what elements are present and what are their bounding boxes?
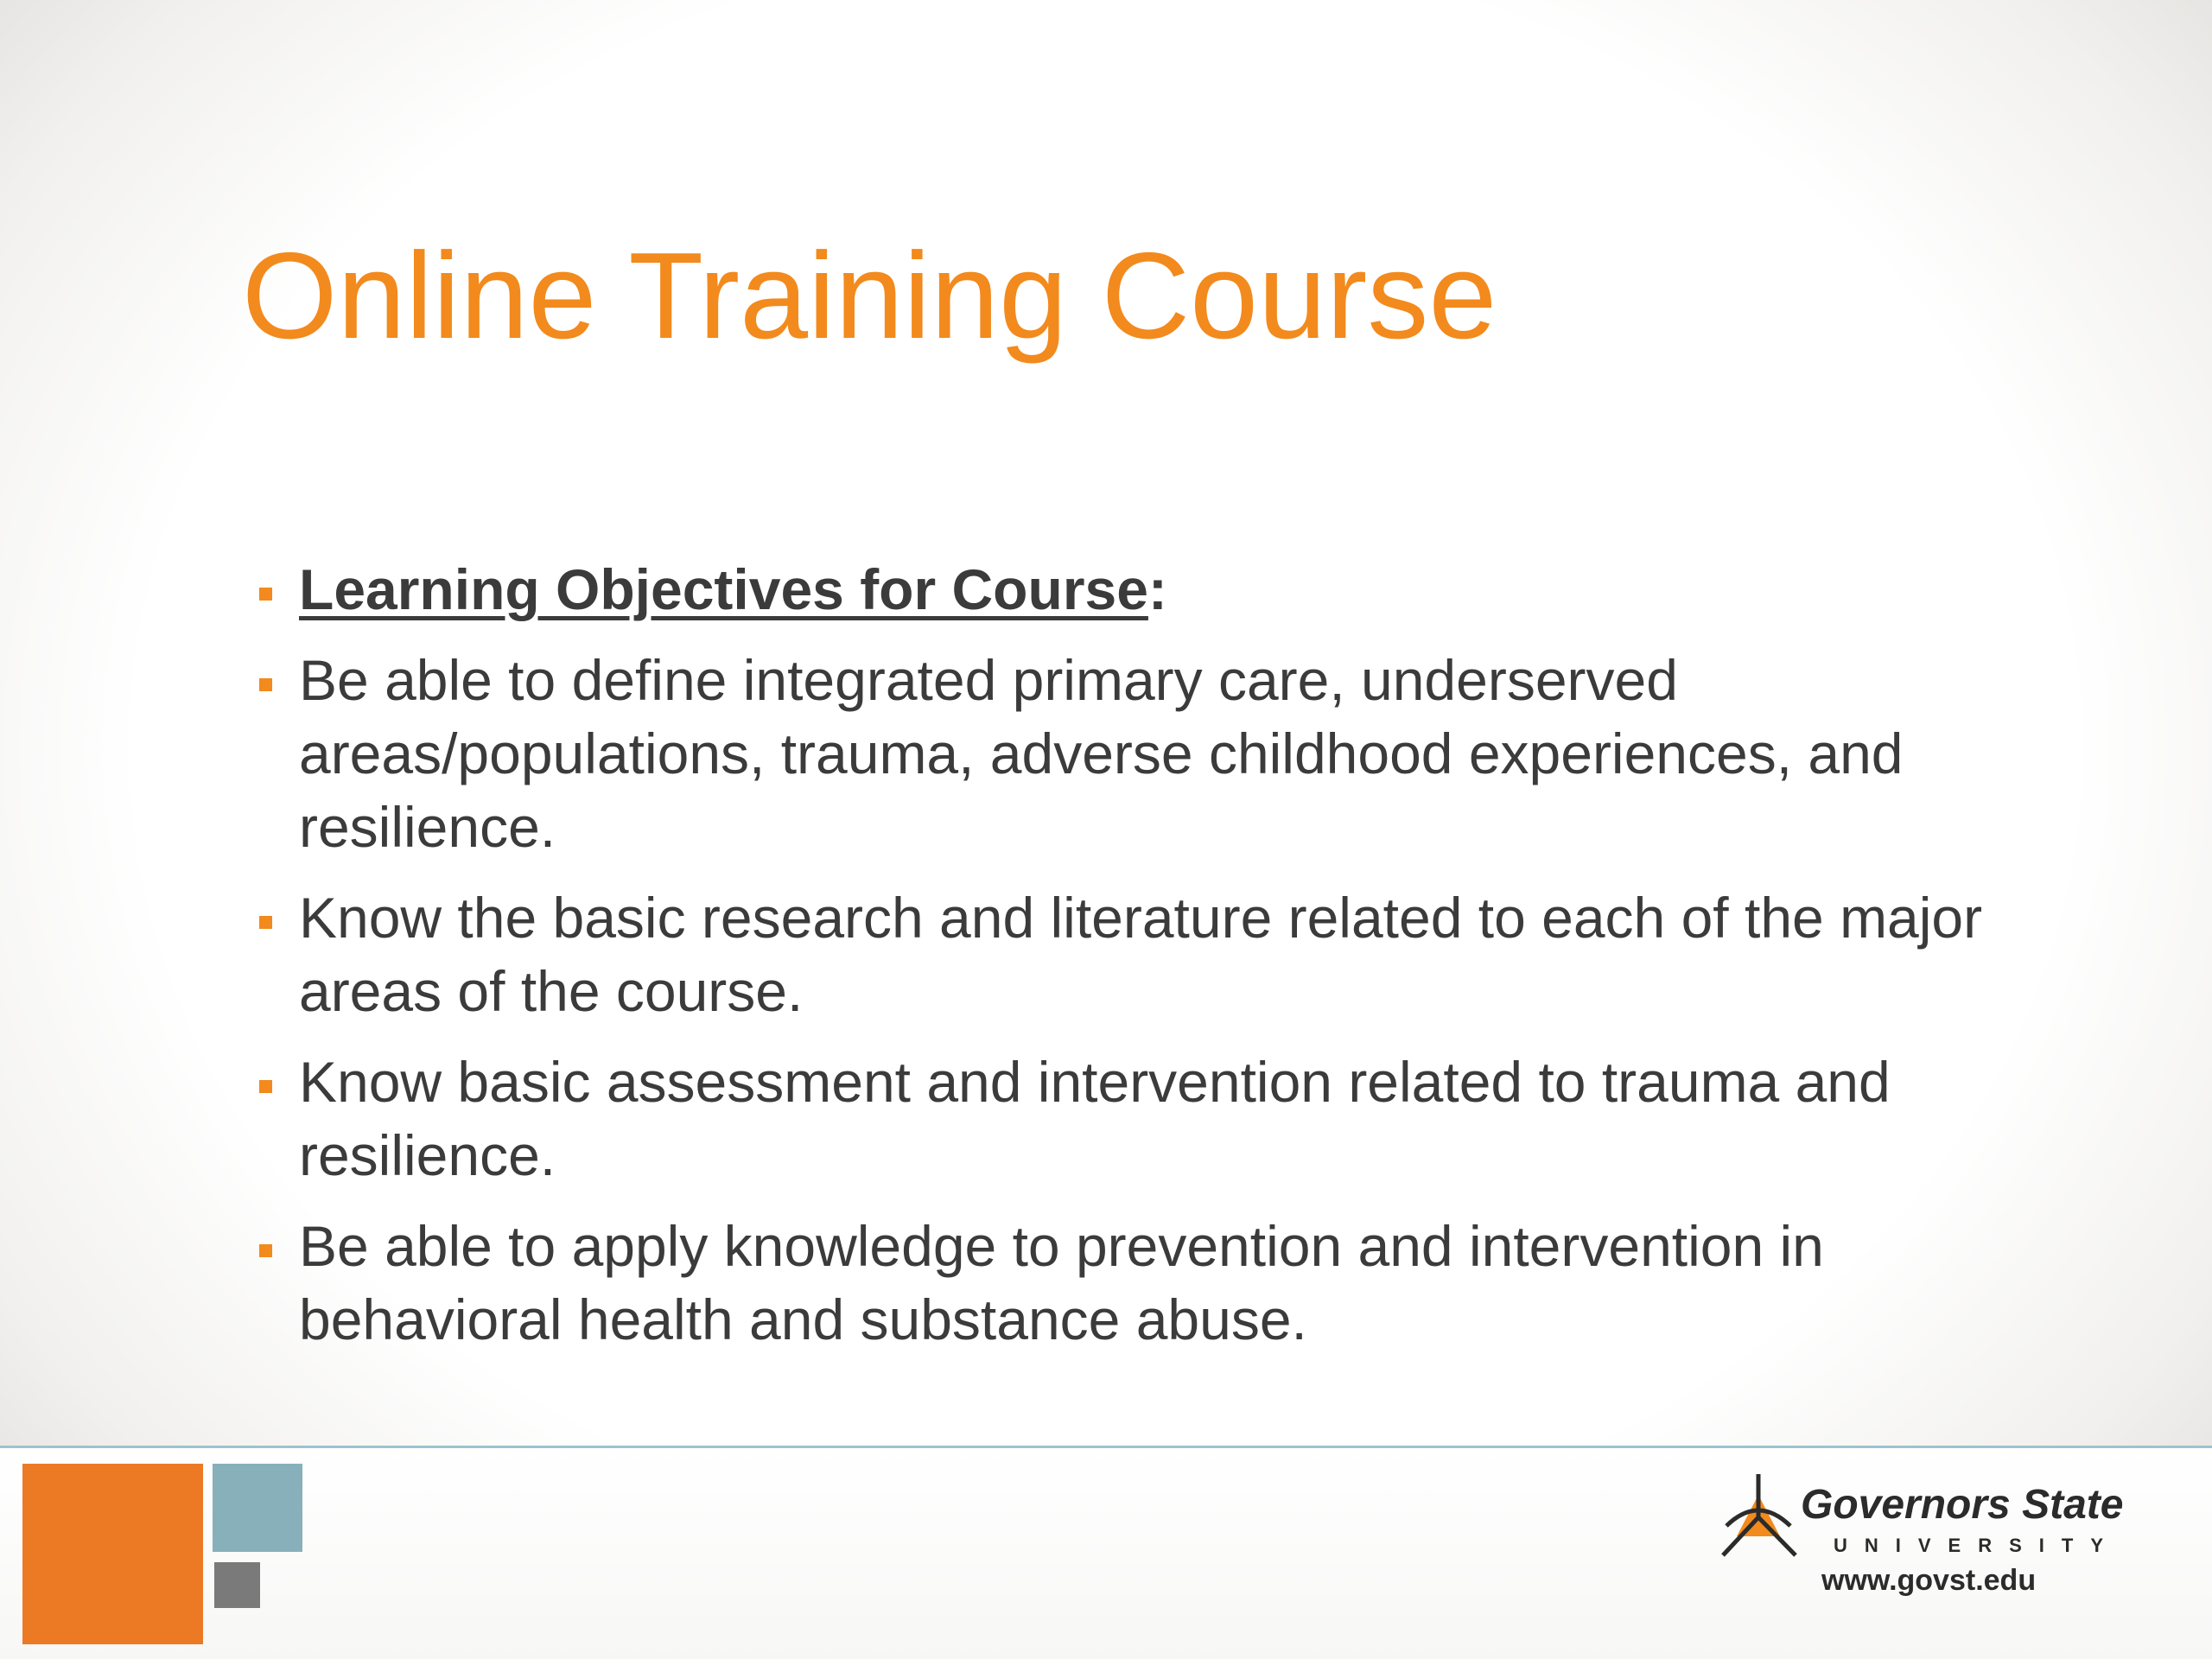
- decorative-square-orange: [22, 1464, 203, 1644]
- list-item: [257, 1210, 1986, 1357]
- objectives-list: [257, 553, 1986, 1374]
- logo-subtitle: UNIVERSITY: [1834, 1535, 2121, 1556]
- square-bullet-icon: [259, 916, 272, 929]
- university-logo: [1711, 1469, 2126, 1607]
- logo-url: www.govst.edu: [1821, 1564, 2037, 1597]
- list-item: [257, 881, 1986, 1028]
- list-item: [257, 644, 1986, 864]
- objectives-heading-colon: :: [1147, 557, 1167, 621]
- slide-title: Online Training Course: [242, 227, 1497, 365]
- objective-text: Know the basic research and literature related to each of the major areas of the course.: [299, 886, 1983, 1023]
- square-bullet-icon: [259, 1080, 272, 1093]
- square-bullet-icon: [259, 588, 272, 601]
- objective-text: Be able to define integrated primary care, underserved areas/populations, trauma, adverse childhood experiences, and resilience.: [299, 648, 1904, 859]
- logo-name: Governors State: [1801, 1482, 2124, 1528]
- square-bullet-icon: [259, 1244, 272, 1257]
- decorative-square-gray: [214, 1562, 260, 1608]
- decorative-square-blue: [213, 1464, 302, 1552]
- compass-star-logo-icon: [1711, 1471, 1806, 1562]
- square-bullet-icon: [259, 678, 272, 691]
- objective-text: Know basic assessment and intervention related to trauma and resilience.: [299, 1050, 1891, 1187]
- objective-text: Be able to apply knowledge to prevention and intervention in behavioral health and substance abuse.: [299, 1214, 1824, 1351]
- list-item-heading: [257, 553, 1986, 626]
- objectives-heading: Learning Objectives for Course: [299, 557, 1148, 621]
- list-item: [257, 1046, 1986, 1192]
